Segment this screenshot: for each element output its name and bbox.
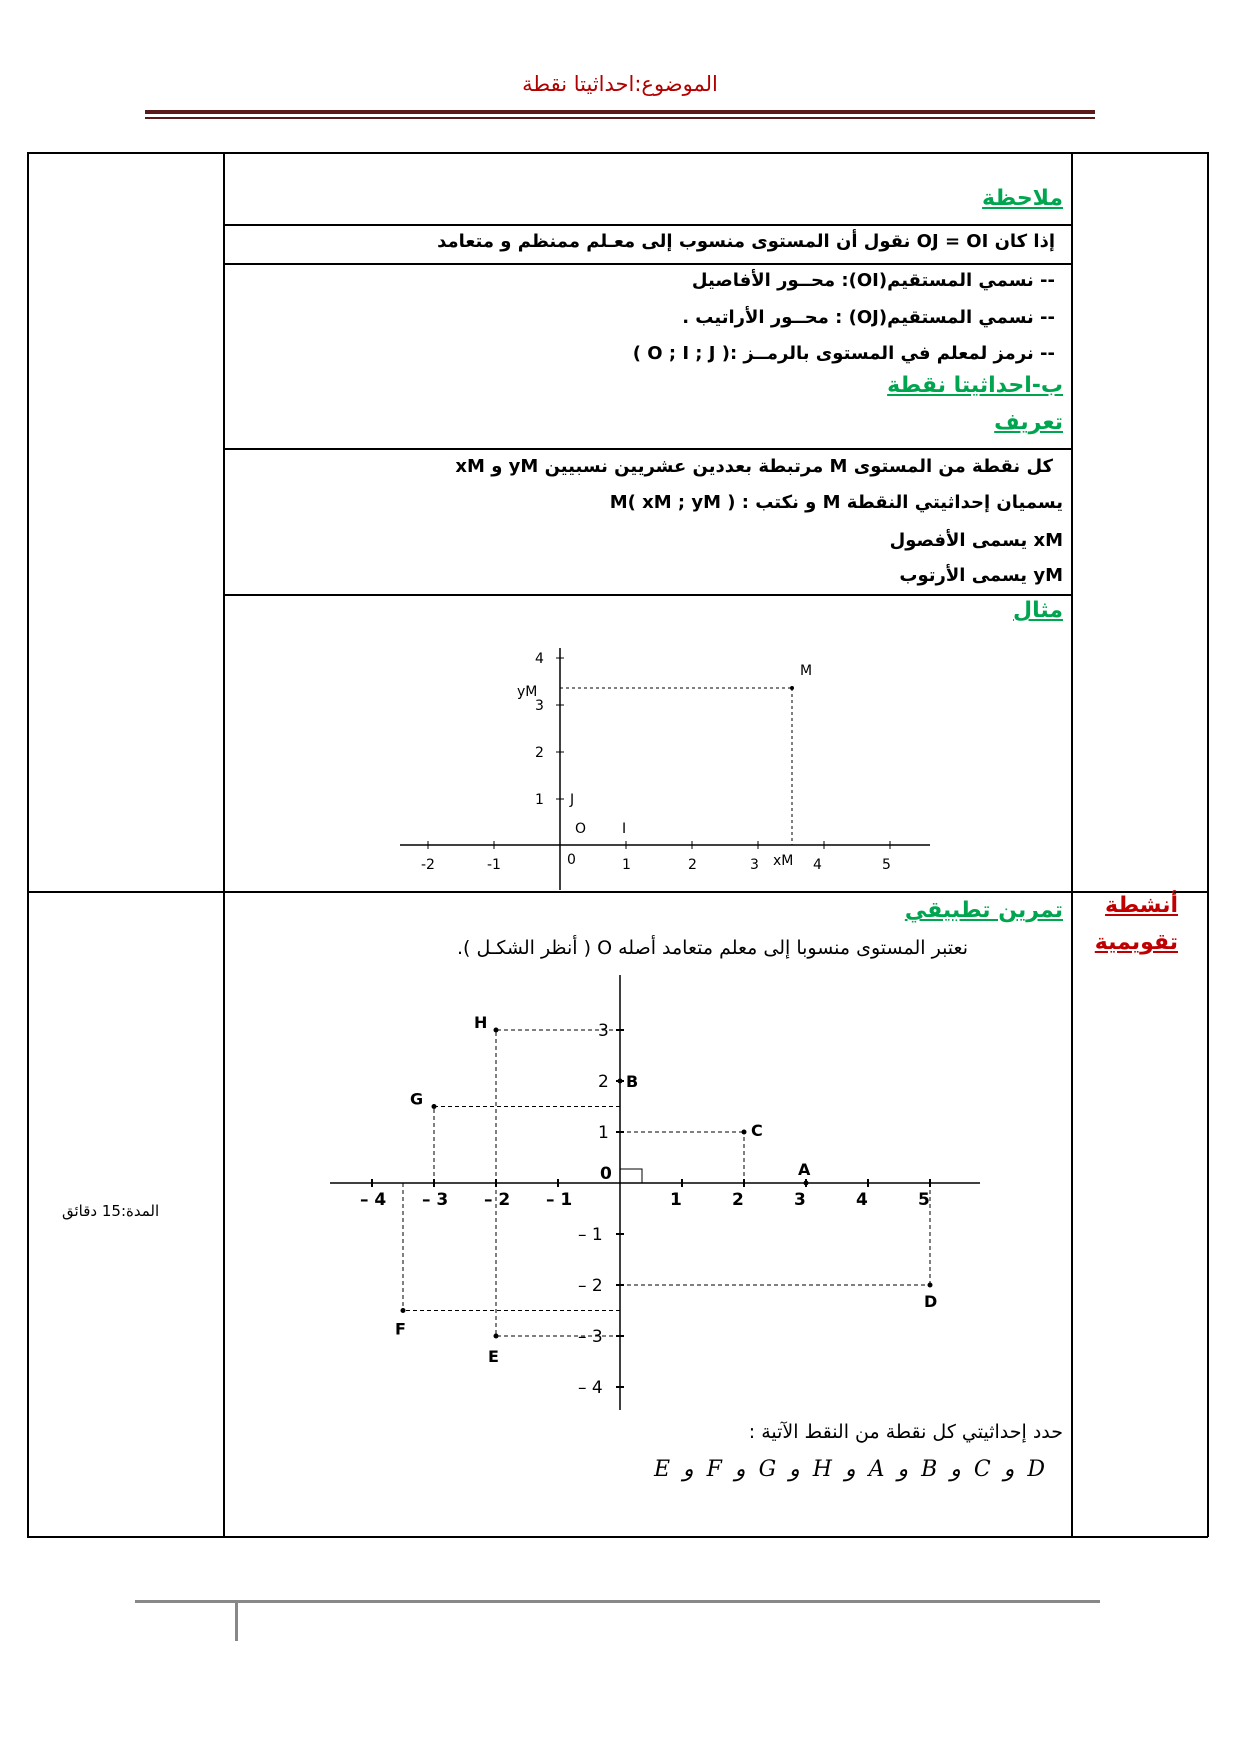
- exercise-x-tick: – 2: [484, 1190, 511, 1210]
- point-label-h: H: [474, 1013, 488, 1032]
- example-ytick: 2: [535, 745, 544, 761]
- example-xtick: 0: [567, 852, 576, 868]
- exercise-x-tick: – 4: [360, 1190, 387, 1210]
- title-rule: [145, 110, 1095, 114]
- exercise-x-tick: 5: [918, 1190, 930, 1210]
- note-heading: ملاحظة: [982, 186, 1063, 211]
- exercise-y-tick: 3: [598, 1021, 609, 1041]
- point-b: [618, 1079, 623, 1084]
- exercise-x-tick: 4: [856, 1190, 868, 1210]
- example-point-label: M: [800, 663, 813, 679]
- note-line-3: -- نسمي المستقيم(OJ) : محــور الأراتيب .: [682, 307, 1055, 328]
- example-ytick: 3: [535, 698, 544, 714]
- point-c: [742, 1130, 747, 1135]
- note-line-4: -- نرمز لمعلم في المستوى بالرمــز :( O ; I ; J ): [632, 343, 1055, 364]
- exercise-x-tick: – 3: [422, 1190, 449, 1210]
- exercise-y-tick: – 3: [578, 1327, 603, 1347]
- section-b-heading: ب-احداثيتا نقطة: [887, 373, 1063, 398]
- exercise-x-tick: 3: [794, 1190, 806, 1210]
- point-label-c: C: [751, 1121, 763, 1140]
- example-j-label: J: [570, 792, 575, 808]
- exercise-y-tick: – 2: [578, 1276, 603, 1296]
- definition-line-1: كل نقطة من المستوى M مرتبطة بعددين عشريين نسبيين yM و xM: [455, 456, 1053, 477]
- side-label-activities: أنشطة: [1105, 893, 1178, 918]
- note-line-1: إذا كان OJ = OI نقول أن المستوى منسوب إلى معـلم ممنظم و متعامد: [437, 231, 1055, 252]
- point-label-e: E: [488, 1347, 499, 1366]
- definition-line-2: يسميان إحداثيتي النقطة M و نكتب : ( M( xM ; yM: [609, 492, 1063, 513]
- exercise-y-tick: – 4: [578, 1378, 603, 1398]
- example-ytick: 4: [535, 651, 544, 667]
- example-xtick: -1: [487, 857, 501, 873]
- exercise-x-tick: 2: [732, 1190, 744, 1210]
- exercise-x-tick: 1: [670, 1190, 682, 1210]
- example-xtick: -2: [421, 857, 435, 873]
- example-heading: مثال: [1013, 598, 1063, 623]
- point-a: [804, 1181, 809, 1186]
- point-h: [494, 1028, 499, 1033]
- exercise-heading: تمرين تطبيقي: [904, 898, 1063, 923]
- footer-marker: [235, 1603, 238, 1641]
- exercise-x-tick: – 1: [546, 1190, 573, 1210]
- note-line-2: -- نسمي المستقيم(OI): محــور الأفاصيل: [691, 270, 1055, 291]
- example-ytick: yM: [517, 684, 538, 700]
- points-list: D و C و B و A و H و G و F و E: [653, 1457, 1045, 1482]
- exercise-question: حدد إحداثيتي كل نقطة من النقط الآتية :: [748, 1421, 1063, 1443]
- point-label-d: D: [924, 1292, 938, 1311]
- exercise-x-tick: 0: [600, 1164, 612, 1184]
- point-label-a: A: [798, 1160, 811, 1179]
- point-e: [494, 1334, 499, 1339]
- example-xtick: xM: [773, 853, 794, 869]
- exercise-y-tick: 2: [598, 1072, 609, 1092]
- example-xtick: 2: [688, 857, 697, 873]
- point-g: [432, 1104, 437, 1109]
- exercise-graph: [325, 975, 985, 1415]
- example-xtick: 5: [882, 857, 891, 873]
- example-ytick: 1: [535, 792, 544, 808]
- duration-label: المدة:15 دقائق: [62, 1202, 160, 1220]
- point-label-g: G: [410, 1089, 424, 1109]
- definition-heading: تعريف: [994, 410, 1063, 435]
- example-xtick: 1: [622, 857, 631, 873]
- right-angle-marker: [620, 1169, 642, 1183]
- exercise-intro: نعتبر المستوى منسوبا إلى معلم متعامد أصله O ( أنظر الشكـل ).: [456, 937, 968, 959]
- point-label-b: B: [626, 1072, 639, 1091]
- example-point-m: [790, 686, 794, 690]
- title-rule-thin: [145, 117, 1095, 119]
- side-label-evaluation: تقويمية: [1094, 930, 1178, 955]
- example-graph: [395, 640, 935, 890]
- exercise-y-tick: 1: [598, 1123, 609, 1143]
- example-xtick: 4: [813, 857, 822, 873]
- example-origin-label: O: [575, 821, 587, 837]
- exercise-y-tick: – 1: [578, 1225, 603, 1245]
- footer-rule: [135, 1600, 1100, 1603]
- point-label-f: F: [395, 1319, 406, 1339]
- point-f: [401, 1308, 406, 1313]
- example-xtick: 3: [750, 857, 759, 873]
- definition-line-4: yM يسمى الأرتوب: [899, 565, 1063, 586]
- page-title: الموضوع:احداثيتا نقطة: [522, 72, 718, 96]
- example-i-label: I: [622, 821, 627, 837]
- point-d: [928, 1283, 933, 1288]
- definition-line-3: xM يسمى الأفصول: [889, 530, 1063, 551]
